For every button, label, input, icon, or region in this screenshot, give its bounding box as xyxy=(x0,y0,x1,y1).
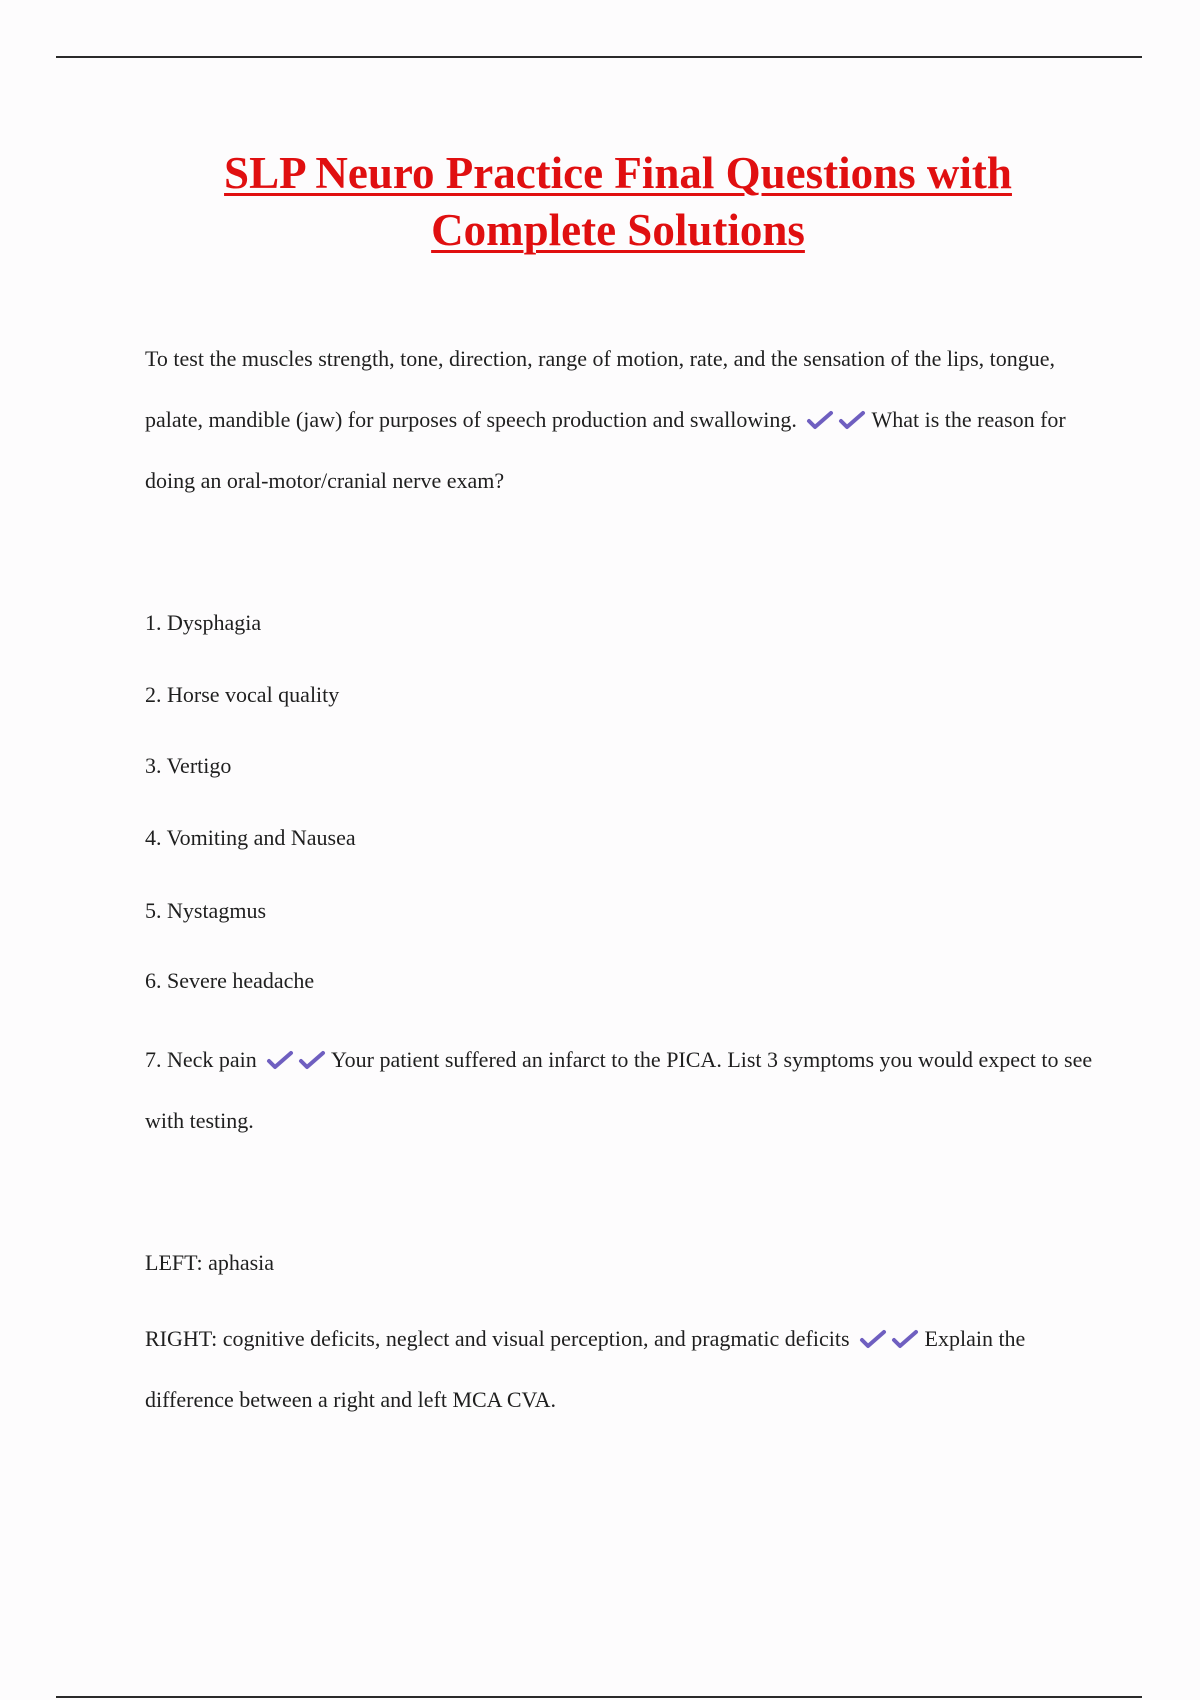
top-rule xyxy=(56,56,1142,58)
list-item: 7. Neck pain xyxy=(145,1047,257,1072)
check-icon xyxy=(298,1050,326,1070)
check-icon xyxy=(806,410,834,430)
question-text: What is the reason for doing an oral-motor/cranial nerve exam? xyxy=(145,407,1066,493)
answer-left: LEFT: aphasia xyxy=(145,1250,275,1275)
list-item: 2. Horse vocal quality xyxy=(145,682,340,707)
qa-block-2 xyxy=(145,1029,1105,1151)
check-icon xyxy=(838,410,866,430)
check-icon xyxy=(891,1329,919,1349)
qa-block-1 xyxy=(145,328,1105,511)
list-item: 6. Severe headache xyxy=(145,968,315,993)
qa-block-3 xyxy=(145,1308,1105,1430)
list-item: 4. Vomiting and Nausea xyxy=(145,825,356,850)
check-icon xyxy=(266,1050,294,1070)
question-text: Explain the difference between a right and left MCA CVA. xyxy=(145,1326,1026,1412)
bottom-rule xyxy=(56,1696,1142,1698)
answer-right: RIGHT: cognitive deficits, neglect and visual perception, and pragmatic deficits xyxy=(145,1326,850,1351)
list-item: 1. Dysphagia xyxy=(145,610,262,635)
check-icon xyxy=(859,1329,887,1349)
question-text: Your patient suffered an infarct to the PICA. List 3 symptoms you would expect to see with testing. xyxy=(145,1047,1093,1133)
answer-text: To test the muscles strength, tone, direction, range of motion, rate, and the sensation of the lips, tongue, palate, mandible (jaw) for purposes of speech production and swallowing. xyxy=(145,346,1056,432)
document-title xyxy=(0,145,1200,259)
list-item: 3. Vertigo xyxy=(145,753,232,778)
title-line-1: SLP Neuro Practice Final Questions with xyxy=(224,148,1012,198)
list-item: 5. Nystagmus xyxy=(145,898,266,923)
title-line-2: Complete Solutions xyxy=(431,205,805,255)
